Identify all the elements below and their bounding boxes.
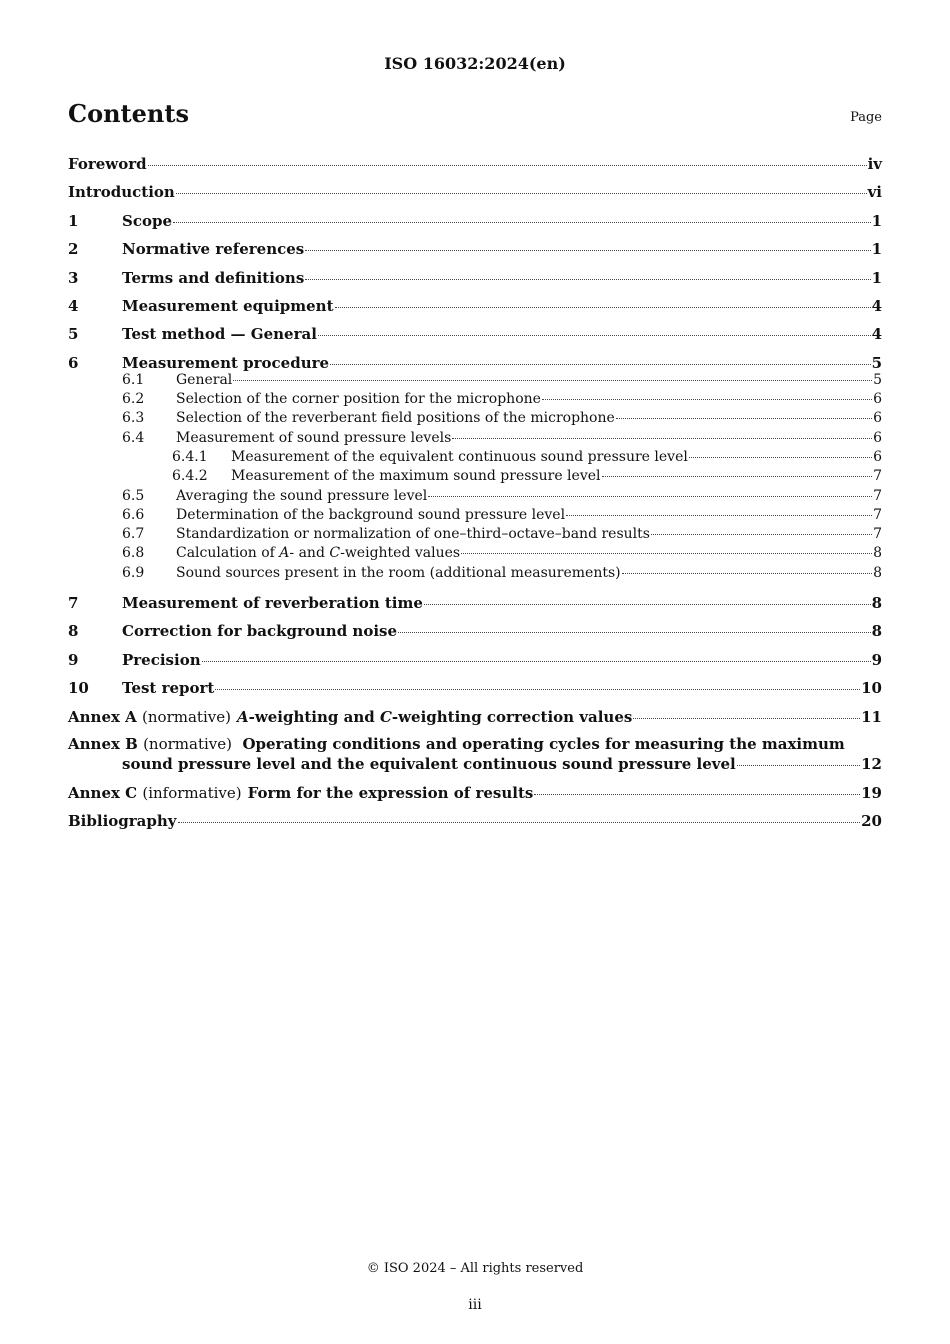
toc-entry-page: 6 <box>873 448 882 465</box>
toc-entry-6-4-1[interactable] <box>68 448 882 467</box>
toc-entry-page: 4 <box>871 296 882 315</box>
toc-entry-page: 5 <box>873 371 882 388</box>
dot-leader <box>542 399 872 400</box>
toc-entry-number: 3 <box>68 268 79 287</box>
toc-entry-title: Selection of the reverberant field positions of the microphone <box>176 410 615 427</box>
toc-entry-bibliography[interactable] <box>68 810 882 838</box>
toc-entry-title: Determination of the background sound pressure level <box>176 506 566 523</box>
dot-leader <box>305 279 870 280</box>
toc-entry-number: 6 <box>68 353 79 372</box>
toc-entry-page: 19 <box>861 783 882 802</box>
toc-entry-page: 1 <box>871 268 882 287</box>
title-part: -weighted values <box>340 545 461 562</box>
toc-entry-title: Bibliography <box>68 812 177 831</box>
toc-entry-page: vi <box>867 183 882 202</box>
toc-entry-number: 6.4.2 <box>172 468 208 485</box>
toc-entry-title: Operating conditions and operating cycles for measuring the maximum <box>242 734 845 753</box>
toc-entry-page: 20 <box>861 812 882 831</box>
toc-entry-annex-a[interactable] <box>68 706 882 734</box>
toc-entry-page: 8 <box>873 545 882 562</box>
dot-leader <box>215 689 860 690</box>
dot-leader <box>318 335 871 336</box>
dot-leader <box>534 794 860 795</box>
title-part-italic: A <box>279 545 290 562</box>
contents-heading: Contents <box>68 99 189 128</box>
toc-entry-page: 8 <box>871 594 882 612</box>
toc-entry-section-4[interactable] <box>68 295 882 323</box>
toc-entry-title: Precision <box>122 650 201 669</box>
toc-entry-6-3[interactable] <box>68 409 882 428</box>
toc-entry-title-continued: sound pressure level and the equivalent continuous sound pressure level <box>122 754 736 773</box>
dot-leader <box>651 534 872 535</box>
annex-label <box>68 706 231 728</box>
document-id-header: ISO 16032:2024(en) <box>384 54 566 73</box>
toc-entry-section-7[interactable] <box>68 592 882 620</box>
toc-entry-annex-b[interactable] <box>68 734 882 782</box>
page-number: iii <box>468 1297 482 1313</box>
annex-letter: Annex C <box>68 783 138 802</box>
title-part: -weighting correction values <box>391 707 633 726</box>
toc-entry-page: 9 <box>871 650 882 669</box>
dot-leader <box>398 632 871 633</box>
toc-entry-number: 6.1 <box>122 371 145 388</box>
toc-entry-title: Sound sources present in the room (additional measurements) <box>176 564 621 581</box>
title-part-italic: C <box>329 545 341 562</box>
toc-entry-title: Measurement procedure <box>122 353 330 372</box>
toc-entry-title: General <box>176 371 233 388</box>
toc-entry-page: 7 <box>873 506 882 523</box>
toc-entry-number: 6.8 <box>122 545 145 562</box>
title-part: Calculation of <box>176 545 280 562</box>
toc-entry-page: 11 <box>861 707 882 726</box>
dot-leader <box>428 496 872 497</box>
toc-entry-page: iv <box>867 155 882 173</box>
toc-entry-page: 1 <box>871 211 882 230</box>
dot-leader <box>602 476 873 477</box>
dot-leader <box>330 364 871 365</box>
toc-entry-number: 8 <box>68 622 79 641</box>
toc-entry-number: 4 <box>68 296 79 315</box>
dot-leader <box>335 307 871 308</box>
toc-entry-section-5[interactable] <box>68 323 882 351</box>
annex-type: (normative) <box>143 734 232 753</box>
toc-entry-page: 4 <box>871 325 882 344</box>
title-part: - and <box>289 545 330 562</box>
dot-leader <box>633 718 860 719</box>
toc-entry-page: 10 <box>861 679 882 698</box>
title-part-italic: A <box>236 707 249 726</box>
dot-leader <box>622 573 872 574</box>
toc-entry-number: 5 <box>68 325 79 344</box>
dot-leader <box>737 765 860 766</box>
dot-leader <box>233 380 872 381</box>
toc-entry-page: 7 <box>873 468 882 485</box>
toc-entry-6-2[interactable] <box>68 390 882 409</box>
toc-entry-title: Measurement of reverberation time <box>122 594 423 612</box>
dot-leader <box>689 457 872 458</box>
dot-leader <box>178 822 861 823</box>
dot-leader <box>173 222 871 223</box>
page-column-label: Page <box>850 110 882 125</box>
toc-entry-title: Form for the expression of results <box>247 783 534 802</box>
toc-entry-number: 6.6 <box>122 506 145 523</box>
toc-entry-6-6[interactable] <box>68 506 882 525</box>
toc-entry-6-4-2[interactable] <box>68 467 882 486</box>
toc-entry-page: 7 <box>873 487 882 504</box>
toc-entry-number: 6.4 <box>122 429 145 446</box>
toc-entry-page: 6 <box>873 391 882 408</box>
toc-entry-page: 6 <box>873 429 882 446</box>
dot-leader <box>202 661 871 662</box>
toc-entry-page: 5 <box>871 353 882 372</box>
dot-leader <box>176 193 867 194</box>
toc-entry-number: 7 <box>68 594 79 612</box>
toc-entry-title: Scope <box>122 211 173 230</box>
table-of-contents <box>68 153 882 839</box>
toc-entry-foreword[interactable] <box>68 153 882 181</box>
toc-entry-number: 6.5 <box>122 487 145 504</box>
toc-entry-number: 9 <box>68 650 79 669</box>
toc-entry-title: Correction for background noise <box>122 622 398 641</box>
toc-entry-introduction[interactable] <box>68 181 882 209</box>
dot-leader <box>424 604 871 605</box>
annex-letter: Annex B <box>68 734 138 753</box>
copyright-notice: © ISO 2024 – All rights reserved <box>366 1261 584 1276</box>
toc-entry-title: Test method — General <box>122 325 317 344</box>
toc-entry-6-7[interactable] <box>68 525 882 544</box>
toc-entry-title <box>176 544 460 563</box>
annex-b-line-1 <box>68 734 882 754</box>
toc-entry-section-6[interactable] <box>68 352 882 371</box>
toc-entry-page: 7 <box>873 526 882 543</box>
toc-entry-title: Standardization or normalization of one–third–octave–band results <box>176 526 650 543</box>
annex-b-line-2 <box>68 754 882 782</box>
toc-entry-title: Averaging the sound pressure level <box>176 487 428 504</box>
annex-type: (normative) <box>142 707 231 726</box>
toc-entry-title: Measurement of the equivalent continuous sound pressure level <box>231 448 688 465</box>
toc-entry-section-9[interactable] <box>68 649 882 677</box>
toc-entry-title: Terms and definitions <box>122 268 305 287</box>
toc-entry-6-1[interactable] <box>68 371 882 390</box>
toc-entry-title: Foreword <box>68 155 147 173</box>
toc-entry-number: 6.4.1 <box>172 448 208 465</box>
toc-entry-number: 6.7 <box>122 526 145 543</box>
title-part: -weighting and <box>248 707 380 726</box>
toc-entry-6-4[interactable] <box>68 429 882 448</box>
toc-entry-title: Measurement of the maximum sound pressure level <box>231 468 601 485</box>
toc-entry-6-8[interactable] <box>68 544 882 563</box>
dot-leader <box>148 165 867 166</box>
annex-label <box>68 782 242 804</box>
annex-letter: Annex A <box>68 707 137 726</box>
toc-entry-number: 6.2 <box>122 391 145 408</box>
toc-entry-section-2[interactable] <box>68 238 882 266</box>
toc-entry-6-5[interactable] <box>68 487 882 506</box>
dot-leader <box>566 515 872 516</box>
toc-entry-page: 6 <box>873 410 882 427</box>
toc-entry-number: 6.3 <box>122 410 145 427</box>
dot-leader <box>305 250 870 251</box>
toc-entry-page: 12 <box>861 754 882 773</box>
toc-entry-title: Measurement equipment <box>122 296 334 315</box>
toc-entry-title: Selection of the corner position for the microphone <box>176 391 541 408</box>
toc-entry-page: 8 <box>873 564 882 581</box>
dot-leader <box>461 553 872 554</box>
toc-entry-number: 10 <box>68 679 89 698</box>
toc-entry-title: Test report <box>122 679 215 698</box>
toc-entry-number: 2 <box>68 240 79 259</box>
toc-entry-title: Measurement of sound pressure levels <box>176 429 452 446</box>
toc-entry-title <box>237 706 632 728</box>
dot-leader <box>616 418 872 419</box>
toc-entry-section-10[interactable] <box>68 677 882 705</box>
toc-entry-number: 6.9 <box>122 564 145 581</box>
toc-entry-title: Normative references <box>122 240 305 259</box>
toc-entry-6-9[interactable] <box>68 564 882 583</box>
toc-entry-section-3[interactable] <box>68 267 882 295</box>
toc-entry-section-1[interactable] <box>68 210 882 238</box>
toc-entry-page: 1 <box>871 240 882 259</box>
annex-type: (informative) <box>142 783 242 802</box>
toc-entry-number: 1 <box>68 211 79 230</box>
toc-entry-section-8[interactable] <box>68 620 882 648</box>
toc-entry-title: Introduction <box>68 183 175 202</box>
toc-entry-page: 8 <box>871 622 882 641</box>
toc-entry-annex-c[interactable] <box>68 782 882 810</box>
dot-leader <box>452 438 872 439</box>
title-part-italic: C <box>379 707 392 726</box>
